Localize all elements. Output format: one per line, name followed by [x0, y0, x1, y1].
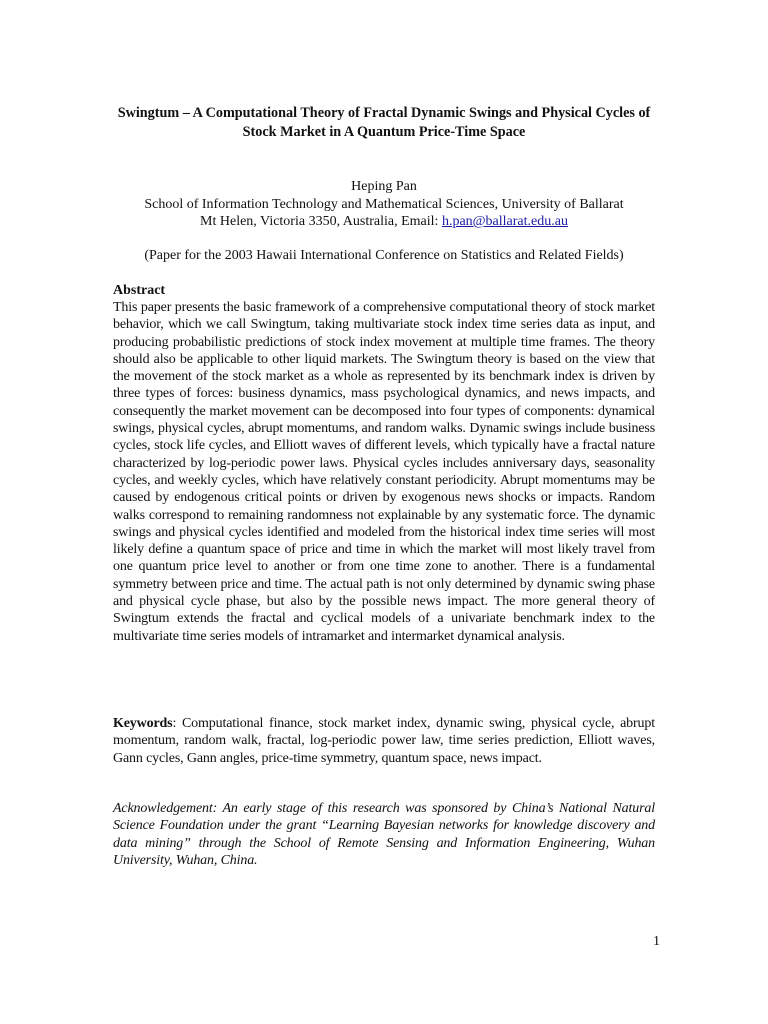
keywords-text: : Computational finance, stock market index, dynamic swing, physical cycle, abrupt momentum, random walk, fractal, log-periodic power law, time series prediction, Elliott waves, Gann cycles, Gann angles, price-time symmetry, quantum space, news impact.: [113, 716, 655, 766]
keywords-paragraph: [113, 715, 655, 767]
keywords-label: Keywords: [113, 716, 173, 731]
page-number: 1: [653, 934, 660, 949]
author-affiliation: School of Information Technology and Mathematical Sciences, University of Ballarat: [144, 196, 624, 212]
author-name: Heping Pan: [351, 179, 417, 194]
abstract-heading: Abstract: [113, 283, 166, 298]
author-address-text: Mt Helen, Victoria 3350, Australia, Email:: [200, 214, 442, 229]
author-block: [90, 178, 678, 231]
paper-title: Swingtum – A Computational Theory of Fractal Dynamic Swings and Physical Cycles of Stock Market in A Quantum Price-Time Space: [117, 105, 651, 140]
abstract-text: This paper presents the basic framework of a comprehensive computational theory of stock market behavior, which we call Swingtum, taking multivariate stock index time series data as input, and producing probabilistic predictions of stock index movement at multiple time frames. The theory should also be applicable to other liquid markets. The Swingtum theory is based on the view that the movement of the stock market as a whole as represented by its benchmark index is driven by three types of forces: business dynamics, mass psychological dynamics, and news impacts, and consequently the market movement can be decomposed into four types of components: dynamical swings, physical cycles, abrupt momentums, and random walks. Dynamic swings include business cycles, stock life cycles, and Elliott waves of different levels, which typically have a fractal nature characterized by log-periodic power laws. Physical cycles includes anniversary days, seasonality cycles, and weekly cycles, which have relatively constant periodicity. Abrupt momentums may be caused by endogenous critical points or driven by exogenous news shocks or impacts. Random walks correspond to remaining randomness not explainable by any systematic force. The dynamic swings and physical cycles identified and modeled from the historical index time series will most likely define a quantum space of price and time in which the market will most likely travel from one quantum price level to another or from one time zone to another. There is a fundamental symmetry between price and time. The actual path is not only determined by dynamic swing phase and physical cycle phase, but also by the possible news impact. The more general theory of Swingtum extends the fractal and cyclical models of a univariate benchmark index to the multivariate time series models of intramarket and intermarket dynamical analysis.: [113, 300, 655, 644]
author-address: [90, 213, 678, 231]
author-email-link[interactable]: h.pan@ballarat.edu.au: [441, 214, 568, 229]
conference-note: (Paper for the 2003 Hawaii International Conference on Statistics and Related Fields): [144, 248, 624, 263]
acknowledgement-paragraph: Acknowledgement: An early stage of this research was sponsored by China’s National Natural Science Foundation under the grant “Learning Bayesian networks for knowledge discovery and data mining” through the School of Remote Sensing and Information Engineering, Wuhan University, Wuhan, China.: [113, 801, 655, 868]
